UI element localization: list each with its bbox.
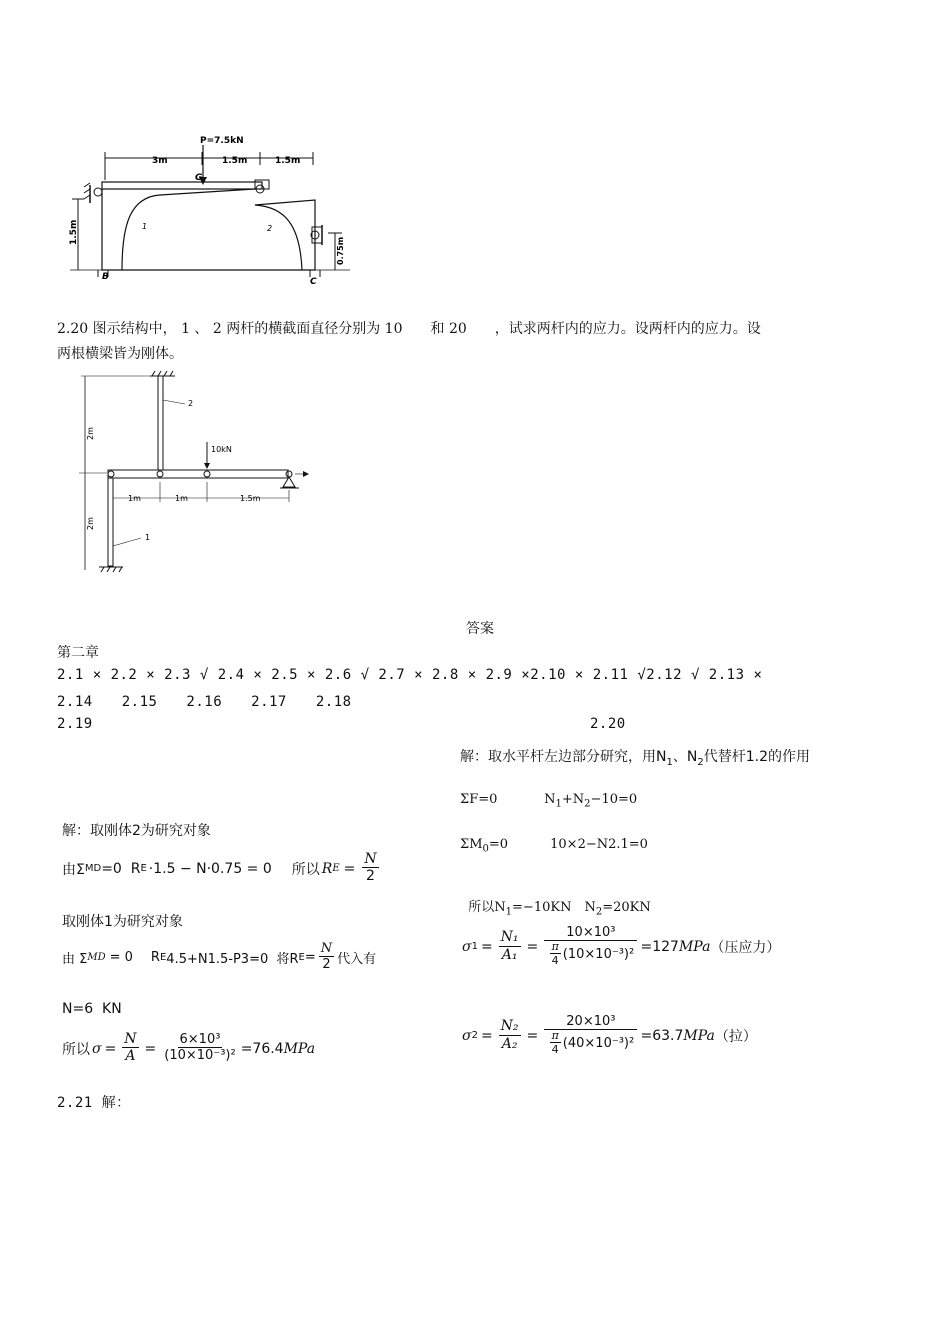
sol219-eq1-sub2: E: [140, 863, 147, 875]
sol219-eq1-tail: ·1.5 − N·0.75 = 0: [148, 860, 272, 877]
sol219-eq2-mid: = 0: [109, 949, 133, 965]
dim-bottom-2m: 2m: [86, 517, 95, 530]
sol220-sumM-eq0: =0: [488, 837, 509, 852]
load-label: P=7.5kN: [200, 136, 244, 146]
rod-1-label: 1: [145, 533, 151, 542]
sol219-eq1-so: 所以: [291, 861, 320, 878]
sol219-eq2-eq: =: [304, 949, 316, 965]
sol220-sumF-c: −10=0: [590, 792, 638, 807]
sol220-s2-den: A₂: [501, 1035, 518, 1052]
sol219-stress: 所以 σ = $\frac{N}{A}$ = $\frac{\text{6×10³}}{\text{(10×10⁻³)²}}$ =76.4 MPa: [62, 1031, 316, 1065]
sol220-intro-a: 解：取水平杆左边部分研究，用N: [460, 749, 667, 765]
sol220-sumM-label: ΣM: [460, 837, 483, 852]
load-10kN: 10kN: [211, 445, 232, 454]
sol219-stress-den1: A: [125, 1048, 136, 1065]
sol220-s1-val: =127: [640, 938, 679, 955]
sol220-s1-note: （压应力）: [710, 939, 781, 956]
sol220-intro-sub1: 1: [666, 756, 673, 768]
sol220-s1-four: 4: [551, 954, 559, 968]
sol220-sumF-label: ΣF=0: [460, 792, 498, 807]
sol220-sumM-eq: 10×2−N2.1=0: [550, 837, 648, 852]
sol219-eq1-sub: MD: [84, 863, 102, 875]
sol219-eq2-body: R: [150, 949, 160, 965]
sol219-stress-den2: (10×10⁻³)²: [164, 1048, 236, 1064]
figure-2-structure: [75, 370, 315, 580]
sol219-eq2: [62, 942, 376, 973]
label-2-21: 2.21 解：: [57, 1095, 131, 1111]
label-C: C: [310, 277, 317, 285]
sol220-intro: [460, 746, 810, 768]
sol219-eq2-num: N: [320, 941, 333, 956]
sol220-s1-num: N₁: [500, 929, 519, 946]
answers-row-2: 2.14 2.15 2.16 2.17 2.18: [57, 694, 352, 710]
sol219-stress-val: =76.4: [240, 1040, 284, 1057]
sol219-eq1-num: N: [364, 851, 377, 867]
sol219-eq2-sub: MD: [87, 951, 106, 963]
dim-1-5m-a: 1.5m: [222, 156, 248, 166]
dim-1m-a: 1m: [128, 494, 141, 503]
sol220-so: [460, 881, 651, 918]
problem-2-20-line2: 两根横梁皆为刚体。: [57, 346, 183, 362]
label-2-19: 2.19: [57, 716, 93, 732]
problem-2-20-line1: 2.20 图示结构中， 1 、 2 两杆的横截面直径分别为 10 和 20 ，试求两杆内的应力。设两杆内的应力。设: [57, 321, 761, 337]
sol220-sigma2: σ 2 = $\frac{\text{N₂}}{\text{A₂}}$ = 20×10³ $\frac{\pi}{4}$ (40×10⁻³)² =63.7 MPa （拉）: [462, 1014, 757, 1057]
dim-1-5m: 1.5m: [240, 494, 261, 503]
sol219-eq2-body-sub: E: [159, 951, 167, 963]
sol220-so-sub2: 2: [595, 906, 603, 918]
sol220-so-b: =−10KN N: [512, 900, 596, 915]
sol220-s1-den2: (10×10⁻³)²: [562, 946, 635, 962]
sol220-s1-sub: 1: [471, 941, 478, 953]
sol220-so-a: 所以N: [468, 900, 506, 915]
rod-2-label: 2: [188, 399, 194, 408]
sol219-eq2-end: 代入有: [337, 951, 377, 967]
sol220-s2-unit: MPa: [683, 1027, 715, 1044]
sol219-stress-unit: MPa: [283, 1040, 316, 1057]
sol219-eq2-tail: 4.5+N1.5-P3=0 将R: [166, 951, 299, 967]
sol219-eq1-prefix: 由Σ: [62, 861, 85, 878]
sol219-eq1-lhs: R: [321, 860, 333, 877]
sol220-sumF-b: +N: [561, 792, 585, 807]
sol220-s2-note: （拉）: [714, 1028, 757, 1045]
label-B: B: [102, 272, 109, 282]
sol219-intro2: 取刚体1为研究对象: [62, 914, 183, 930]
sol220-s1-den: A₁: [501, 946, 518, 963]
sol220-s2-num2: 20×10³: [544, 1015, 637, 1030]
label-2: 2: [267, 224, 273, 233]
sol219-eq1-body: =0 R: [101, 860, 141, 877]
label-G: G: [195, 173, 203, 183]
sol219-eq1-den: 2: [366, 868, 375, 885]
label-1: 1: [142, 222, 148, 231]
sol219-eq1-lhs-sub: E: [332, 863, 340, 875]
dim-top-2m: 2m: [86, 427, 95, 440]
sol219-intro: 解：取刚体2为研究对象: [62, 823, 211, 839]
sol220-intro-b: 、N: [672, 749, 698, 765]
sol219-eq2-tail-sub: E: [298, 951, 305, 963]
sol220-s2-pi: π: [551, 1029, 559, 1043]
sol220-s2-sigma: σ: [462, 1027, 472, 1044]
sol220-sigma1: σ 1 = $\frac{\text{N₁}}{\text{A₁}}$ = 10×10³ $\frac{\pi}{4}$ (10×10⁻³)² =127 MPa （压应力）: [462, 925, 781, 968]
sol220-s1-pi: π: [551, 940, 559, 954]
sol220-sumF: [460, 792, 637, 810]
chapter-heading: 第二章: [57, 645, 99, 661]
dim-1m-b: 1m: [175, 494, 188, 503]
sol220-s2-sub: 2: [471, 1030, 478, 1042]
sol219-eq2-prefix: 由 Σ: [62, 951, 88, 967]
sol220-s1-unit: MPa: [678, 938, 711, 955]
sol220-so-sub1: 1: [505, 906, 513, 918]
answers-row-1: 2.1 × 2.2 × 2.3 √ 2.4 × 2.5 × 2.6 √ 2.7 × 2.8 × 2.9 ×2.10 × 2.11 √2.12 √ 2.13 ×: [57, 667, 763, 683]
sol220-sumF-sub1: 1: [555, 798, 562, 810]
dim-1-5m-b: 1.5m: [275, 156, 301, 166]
sol220-s2-num: N₂: [500, 1018, 519, 1035]
sol220-s1-num2: 10×10³: [544, 926, 637, 941]
label-2-20: 2.20: [590, 716, 626, 732]
sol220-intro-c: 代替杆1.2的作用: [703, 749, 810, 765]
dim-3m: 3m: [152, 156, 168, 166]
sol220-s2-four: 4: [551, 1043, 559, 1057]
sol220-sumM-sub: 0: [482, 843, 489, 855]
sol220-sumF-sub2: 2: [584, 798, 591, 810]
sol219-stress-so: 所以: [62, 1041, 90, 1058]
figure-1-structure: [60, 125, 360, 285]
sol220-sumM: [460, 837, 648, 855]
sol220-s2-den2: (40×10⁻³)²: [562, 1035, 635, 1051]
sol220-s1-sigma: σ: [462, 938, 472, 955]
sol220-s2-val: =63.7: [640, 1027, 684, 1044]
dim-right: 0.75m: [336, 236, 345, 265]
sol219-stress-num2: 6×10³: [179, 1032, 221, 1048]
sol219-eq1: 由Σ MD =0 R E ·1.5 − N·0.75 = 0 所以 R E = $\frac{N}{2}$: [62, 851, 377, 885]
sol220-sumF-a: N: [544, 792, 556, 807]
dim-left: 1.5m: [69, 219, 79, 245]
sol220-so-c: =20KN: [602, 900, 651, 915]
sol219-result: N=6 KN: [62, 1001, 122, 1017]
sol219-stress-sigma: σ: [92, 1040, 102, 1057]
answers-heading: 答案: [466, 621, 494, 637]
sol219-eq2-den: 2: [322, 957, 331, 973]
sol220-intro-sub2: 2: [697, 756, 704, 768]
sol219-stress-num1: N: [124, 1031, 137, 1047]
